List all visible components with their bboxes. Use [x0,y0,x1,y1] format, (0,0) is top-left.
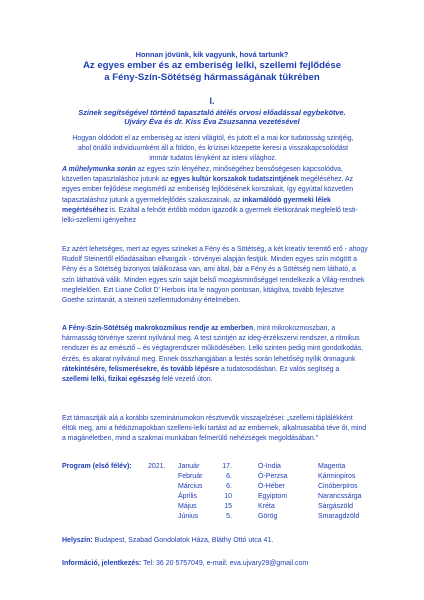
program-era: Ó-Perzsa [258,473,288,480]
program-year: 2021. [148,463,166,470]
text-run: is. Ezáltal a felnőtt értőbb módon igazodik a gyermek életkorának megfelelő testi-lelki-szellemi igényeihez [62,206,358,225]
text-run: felé vezető úton. [160,376,213,384]
program-color: Cinóberpiros [318,483,358,490]
text-run: megéléséhez. Az egyes ember fejlődése megismétli az emberiség fejlődésének korszakait, így egyúttal közvetlen tapasztaláshoz jutunk a gyermekfejlődés szakaszainak, az [62,176,354,204]
program-day: 6. [226,473,232,480]
program-month: Május [178,503,197,510]
program-color: Smaragdzöld [318,513,360,520]
text-run: , mint mikrokozmoszban, a hármasság törvénye szerint nyilvánul meg. A test szintjén az ideg-érzékszervi rendszer, a ritmikus rendszer és az emésztő – és végtagrendszer működésében. Lelki szinten pedig mint gondolkodás, érzés, és akarat nyilvánul meg. Ennek összhangjában a festés során lehetőség nyílik önmagunk [62,325,364,363]
emphasis-recognition: rátekintésére, felismerésekre, és tovább lépésre [62,365,220,373]
program-era: Ó-Héber [258,483,285,490]
program-color: Sárgászöld [318,503,354,510]
venue-label: Helyszín: [62,537,93,544]
program-month: Február [178,473,203,480]
intro-paragraph: Hogyan oldódott el az emberiség az isteni világtól, és jutott el a mai kor tudatosság szintjéig, ahol önálló individuumként áll a földön, és krízisei közepette keresi a visszakapcsolódást immár tudatos lényként az isteni világhoz. [72,135,354,163]
color-theory-paragraph: Ez azért lehetséges, mert az egyes színeket a Fény és a Sötétség, a két kreatív teremtő erő - ahogy Rudolf Steinertől előadásaiban elhangzik - törvényei alapján festjük. Minden egyes szín mögött a Fény és a Sötétség bizonyos találkozása van, ami által, bár a Fény és a Sötétség nem látható, a szín láthatóvá válik. Minden egyes szín saját belső mozgásminőséggel rendelkezik a Világ-rendnek megfelelően. Ezt Liane Collot D' Herbois írta le nagyon pontosan, kitágítva, tovább fejlesztve Goethe színtanát, a steineri szellemtudomány értelmében. [62,246,368,305]
program-day: 5. [226,513,232,520]
text-run: a tudatosodásban. Ez valós segítség a [219,365,340,373]
contact-label: Információ, jelentkezés: [62,560,142,567]
program-era: Ó-India [258,463,281,470]
emphasis-macrocosm: A Fény-Szín-Sötétség makrokozmikus rendje az emberben [62,325,254,332]
workshop-lead-italic: során [116,166,136,173]
contact-line [62,560,308,567]
program-era: Kréta [258,503,275,510]
feedback-paragraph: Ezt támasztják alá a korábbi szemináriumokon résztvevők visszajelzései: „szellemi táplálékként éltük meg, ami a hétköznapokban szellemi-lelki tartást ad az embernek, alkalmasabbá téve őt, mind a magánéletben, mind a szakmai munkában felmerülő nehézségek megoldásában." [62,415,367,443]
header-question: Honnan jövünk, kik vagyunk, hová tartunk? [135,50,289,59]
program-month: Március [178,483,203,490]
subtitle-line-1: Színek segítségével történő tapasztaló átélés orvosi előadással egybekötve. [78,108,346,117]
program-era: Görög [258,513,278,520]
program-label: Program (első félév): [62,463,132,470]
part-number: I. [209,96,215,106]
program-color: Narancssárga [318,493,362,500]
program-color: Kárminpiros [318,473,356,480]
program-month: Április [178,493,198,500]
program-day: 17. [222,463,232,470]
program-era: Egyiptom [258,493,288,500]
program-month: Január [178,463,200,470]
macrocosm-paragraph [62,324,368,385]
venue-line [62,537,273,544]
workshop-paragraph [62,165,368,226]
program-day: 6. [226,483,232,490]
program-color: Magenta [318,463,346,470]
program-month: Június [178,513,199,520]
emphasis-health: szellemi lelki, fizikai egészség [62,376,161,384]
emphasis-culture-eras: egyes kultúr korszakok tudatszintjének [170,176,299,184]
subtitle-line-2: Ujváry Éva és dr. Kiss Éva Zsuzsanna vezetésével [124,117,300,126]
venue-address: Budapest, Szabad Gondolatok Háza, Bláthy Ottó utca 41. [92,537,274,544]
title-line-1: Az egyes ember és az emberiség lelki, szellemi fejlődése [82,60,342,71]
program-day: 15 [224,503,232,510]
emphasis-child-soul: inkarnálódó gyermeki lélek megértéséhez [62,196,331,214]
contact-details[interactable]: Tel: 36 20 5757049, e-mail: eva.ujvary29@gmail.com [141,560,309,567]
workshop-lead: A műhelymunka [62,166,115,173]
program-day: 10 [224,493,232,500]
title-line-2: a Fény-Szín-Sötétség hármasságának tükrében [104,72,320,83]
text-run: az egyes szín lényéhez, minőségéhez bensőségesen kapcsolódva, közvetlen tapasztaláshoz jutunk az [62,166,343,184]
